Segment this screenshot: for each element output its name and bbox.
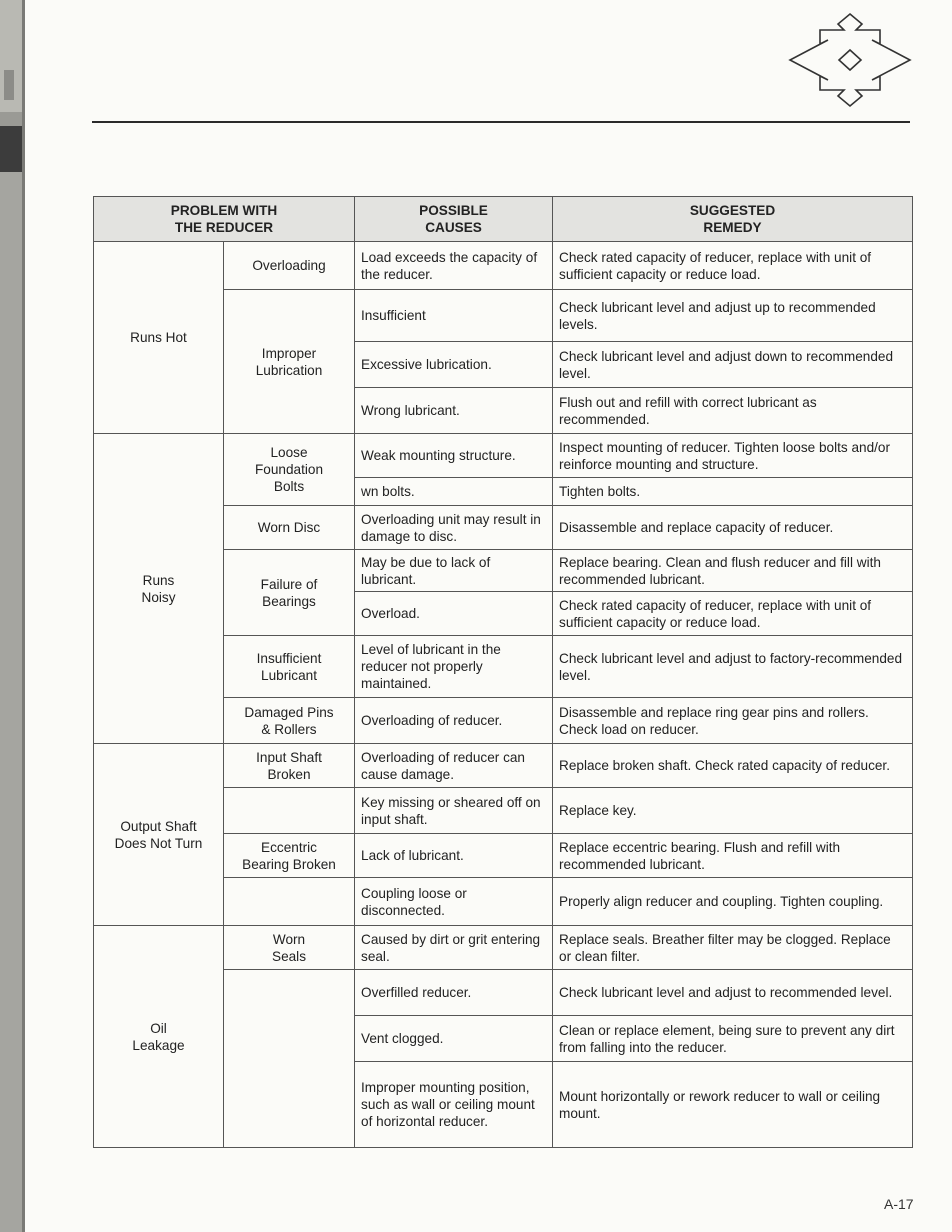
problem-cell: [94, 744, 224, 926]
cause-cell: Overloading of reducer can cause damage.: [355, 744, 553, 788]
remedy-cell: Replace bearing. Clean and flush reducer and fill with recommended lubricant.: [553, 550, 913, 592]
subproblem-label: Worn: [272, 931, 306, 947]
remedy-cell: Mount horizontally or rework reducer to wall or ceiling mount.: [553, 1062, 913, 1148]
problem-label: Does Not Turn: [114, 835, 203, 851]
table-row: [94, 926, 913, 970]
cause-cell: Caused by dirt or grit entering seal.: [355, 926, 553, 970]
remedy-cell: Check lubricant level and adjust down to recommended level.: [553, 342, 913, 388]
subproblem-label: & Rollers: [261, 721, 317, 737]
subproblem-label: Broken: [267, 766, 311, 782]
subproblem-cell: [224, 878, 355, 926]
problem-label: Runs Hot: [130, 330, 187, 345]
subproblem-cell: [224, 290, 355, 434]
cause-cell: Lack of lubricant.: [355, 834, 553, 878]
subproblem-cell: [224, 550, 355, 636]
subproblem-cell: [224, 970, 355, 1148]
cause-cell: Coupling loose or disconnected.: [355, 878, 553, 926]
page-number: A-17: [884, 1196, 914, 1212]
cause-cell: Wrong lubricant.: [355, 388, 553, 434]
table-body: [94, 242, 913, 1148]
cause-cell: Overfilled reducer.: [355, 970, 553, 1016]
subproblem-cell: [224, 698, 355, 744]
remedy-cell: Replace eccentric bearing. Flush and refill with recommended lubricant.: [553, 834, 913, 878]
subproblem-label: Worn Disc: [257, 520, 321, 535]
subproblem-label: Lubrication: [255, 362, 323, 378]
cause-cell: Weak mounting structure.: [355, 434, 553, 478]
cause-cell: Insufficient: [355, 290, 553, 342]
subproblem-label: Loose: [270, 445, 308, 460]
table-row: [94, 744, 913, 788]
cause-cell: Vent clogged.: [355, 1016, 553, 1062]
cause-cell: Excessive lubrication.: [355, 342, 553, 388]
remedy-cell: Replace seals. Breather filter may be clogged. Replace or clean filter.: [553, 926, 913, 970]
subproblem-label: Foundation: [254, 462, 324, 477]
cause-cell: wn bolts.: [355, 478, 553, 506]
remedy-cell: Properly align reducer and coupling. Tighten coupling.: [553, 878, 913, 926]
subproblem-cell: [224, 434, 355, 506]
remedy-cell: Replace broken shaft. Check rated capacity of reducer.: [553, 744, 913, 788]
remedy-cell: Disassemble and replace ring gear pins and rollers. Check load on reducer.: [553, 698, 913, 744]
subproblem-label: Improper: [261, 345, 317, 361]
problem-cell: [94, 242, 224, 434]
cause-cell: Load exceeds the capacity of the reducer.: [355, 242, 553, 290]
remedy-cell: Check rated capacity of reducer, replace with unit of sufficient capacity or reduce load.: [553, 242, 913, 290]
remedy-cell: Tighten bolts.: [553, 478, 913, 506]
header-causes: POSSIBLE CAUSES: [355, 197, 553, 242]
subproblem-label: Bolts: [273, 479, 305, 494]
subproblem-label: Lubricant: [261, 667, 317, 683]
problem-label: Runs: [142, 572, 175, 588]
subproblem-label: Input Shaft: [256, 749, 322, 765]
troubleshooting-table: [93, 196, 913, 1148]
subproblem-cell: [224, 242, 355, 290]
cause-cell: Overloading of reducer.: [355, 698, 553, 744]
remedy-cell: Clean or replace element, being sure to prevent any dirt from falling into the reducer.: [553, 1016, 913, 1062]
subproblem-cell: [224, 788, 355, 834]
cause-cell: Key missing or sheared off on input shaft.: [355, 788, 553, 834]
subproblem-label: Failure of: [260, 576, 318, 592]
subproblem-label: Insufficient: [256, 650, 322, 666]
diamond-logo-icon: [788, 10, 912, 110]
remedy-cell: Check lubricant level and adjust to recommended level.: [553, 970, 913, 1016]
header-rule: [92, 121, 910, 123]
cause-cell: Overloading unit may result in damage to disc.: [355, 506, 553, 550]
cause-cell: Improper mounting position, such as wall or ceiling mount of horizontal reducer.: [355, 1062, 553, 1148]
cause-cell: Overload.: [355, 592, 553, 636]
problem-label: Output Shaft: [120, 818, 197, 834]
remedy-cell: Check lubricant level and adjust to factory-recommended level.: [553, 636, 913, 698]
remedy-cell: Flush out and refill with correct lubricant as recommended.: [553, 388, 913, 434]
remedy-cell: Inspect mounting of reducer. Tighten loose bolts and/or reinforce mounting and structure.: [553, 434, 913, 478]
table-header-row: [94, 197, 913, 242]
subproblem-label: Overloading: [252, 258, 326, 273]
subproblem-cell: [224, 636, 355, 698]
subproblem-label: Seals: [272, 948, 307, 964]
cause-cell: May be due to lack of lubricant.: [355, 550, 553, 592]
subproblem-label: Eccentric: [261, 839, 317, 855]
remedy-cell: Replace key.: [553, 788, 913, 834]
subproblem-label: Bearings: [262, 593, 316, 609]
problem-cell: [94, 926, 224, 1148]
problem-label: Leakage: [132, 1037, 185, 1053]
problem-cell: [94, 434, 224, 744]
cause-cell: Level of lubricant in the reducer not properly maintained.: [355, 636, 553, 698]
subproblem-label: Damaged Pins: [244, 704, 334, 720]
subproblem-label: Bearing Broken: [242, 856, 336, 872]
subproblem-cell: [224, 834, 355, 878]
page-binding-edge: [0, 0, 24, 1232]
problem-label: Oil: [150, 1020, 167, 1036]
remedy-cell: Check rated capacity of reducer, replace with unit of sufficient capacity or reduce load.: [553, 592, 913, 636]
header-remedy: SUGGESTED REMEDY: [553, 197, 913, 242]
subproblem-cell: [224, 926, 355, 970]
table-row: [94, 434, 913, 478]
subproblem-cell: [224, 744, 355, 788]
subproblem-cell: [224, 506, 355, 550]
header-problem: PROBLEM WITH THE REDUCER: [94, 197, 355, 242]
remedy-cell: Check lubricant level and adjust up to recommended levels.: [553, 290, 913, 342]
remedy-cell: Disassemble and replace capacity of reducer.: [553, 506, 913, 550]
table-row: [94, 242, 913, 290]
problem-label: Noisy: [141, 589, 176, 605]
